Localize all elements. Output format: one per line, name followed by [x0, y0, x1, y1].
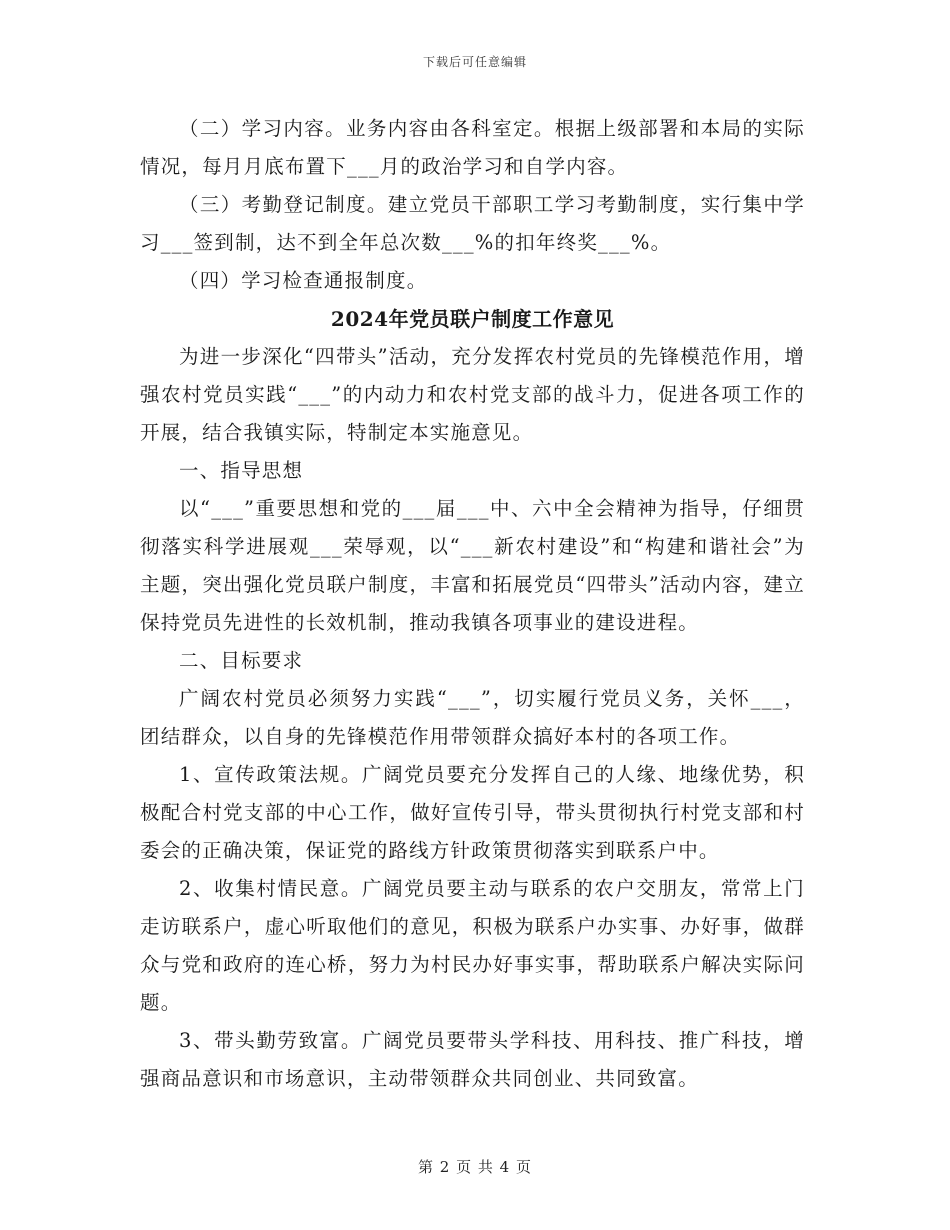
paragraph-goals: 广阔农村党员必须努力实践“___”，切实履行党员义务，关怀___，团结群众，以自身的先锋模范作用带领群众搞好本村的各项工作。: [140, 687, 805, 748]
section-title: 2024年党员联户制度工作意见: [330, 307, 615, 331]
paragraph-study-content: （二）学习内容。业务内容由各科室定。根据上级部署和本局的实际情况，每月月底布置下___月的政治学习和自学内容。: [140, 117, 805, 178]
heading-guiding-ideology: 一、指导思想: [179, 459, 304, 482]
paragraph-guiding-ideology: 以“___”重要思想和党的___届___中、六中全会精神为指导，仔细贯彻落实科学进展观___荣辱观，以“___新农村建设”和“构建和谐社会”为主题，突出强化党员联户制度，丰富和拓展党员“四带头”活动内容，建立保持党员先进性的长效机制，推动我镇各项事业的建设进程。: [140, 497, 805, 634]
document-body: [140, 110, 805, 1098]
page-number: 第 2 页 共 4 页: [418, 1158, 532, 1176]
paragraph-attendance: （三）考勤登记制度。建立党员干部职工学习考勤制度，实行集中学习___签到制，达不到全年总次数___%的扣年终奖___%。: [140, 193, 805, 254]
paragraph-intro: 为进一步深化“四带头”活动，充分发挥农村党员的先锋模范作用，增强农村党员实践“___”的内动力和农村党支部的战斗力，促进各项工作的开展，结合我镇实际，特制定本实施意见。: [140, 345, 805, 444]
paragraph-item-2: 2、收集村情民意。广阔党员要主动与联系的农户交朋友，常常上门走访联系户，虚心听取他们的意见，积极为联系户办实事、办好事，做群众与党和政府的连心桥，努力为村民办好事实事，帮助联系户解决实际问题。: [140, 877, 805, 1014]
page-header-note: 下载后可任意编辑: [422, 55, 527, 69]
paragraph-inspection: （四）学习检查通报制度。: [179, 269, 428, 292]
paragraph-item-1: 1、宣传政策法规。广阔党员要充分发挥自己的人缘、地缘优势，积极配合村党支部的中心工作，做好宣传引导，带头贯彻执行村党支部和村委会的正确决策，保证党的路线方针政策贯彻落实到联系户中。: [140, 763, 805, 862]
paragraph-item-3: 3、带头勤劳致富。广阔党员要带头学科技、用科技、推广科技，增强商品意识和市场意识，主动带领群众共同创业、共同致富。: [140, 1029, 805, 1090]
heading-goals: 二、目标要求: [179, 649, 304, 672]
